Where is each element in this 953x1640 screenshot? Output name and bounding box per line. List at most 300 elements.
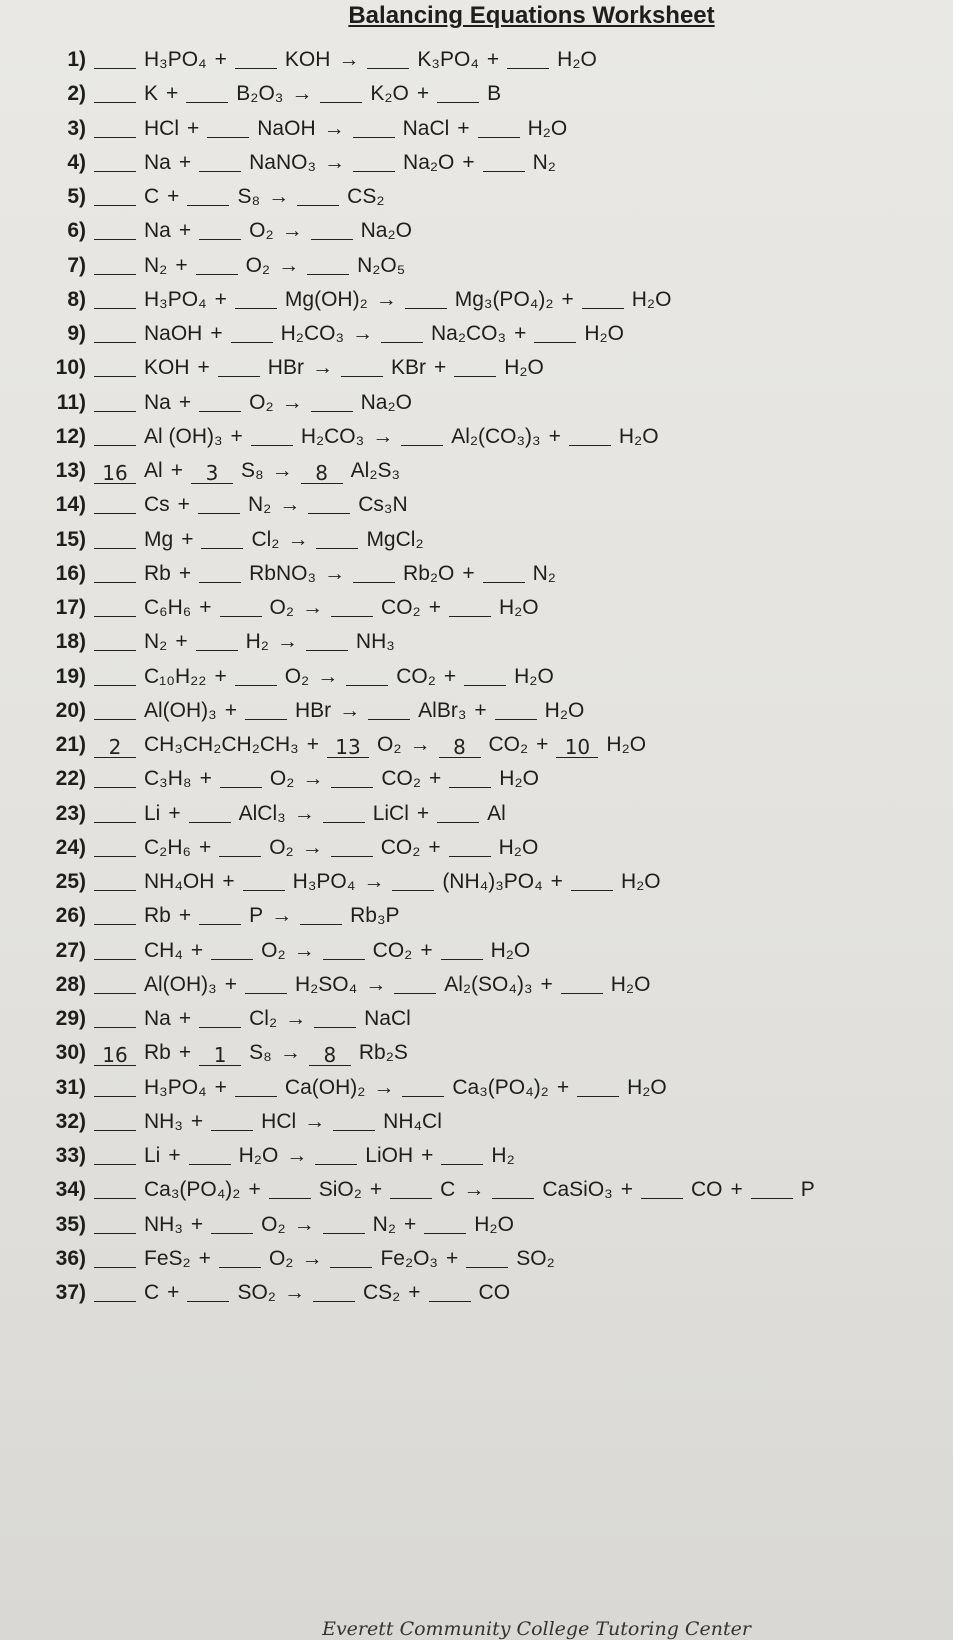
- equation-number: 3): [67, 116, 86, 140]
- coefficient-blank[interactable]: [94, 1076, 136, 1097]
- equation-number: 28): [55, 972, 86, 996]
- coefficient-blank[interactable]: [308, 493, 350, 514]
- yields-arrow-icon: →: [276, 630, 298, 654]
- coefficient-blank[interactable]: [196, 630, 238, 651]
- chemical-formula: N₂: [532, 561, 556, 585]
- coefficient-blank[interactable]: [437, 82, 479, 103]
- chemical-formula: HBr: [267, 356, 304, 380]
- coefficient-blank[interactable]: [390, 1178, 432, 1199]
- coefficient-blank[interactable]: 1: [199, 1045, 241, 1066]
- coefficient-blank[interactable]: [94, 1247, 136, 1268]
- coefficient-blank[interactable]: [198, 493, 240, 514]
- chemical-formula: NaCl: [402, 116, 450, 140]
- coefficient-blank[interactable]: [94, 1110, 136, 1131]
- chemical-formula: O₂: [269, 596, 295, 619]
- chemical-formula: O₂: [269, 835, 294, 859]
- equation-body: [94, 836, 538, 860]
- chemical-formula: NH₄Cl: [383, 1109, 442, 1133]
- coefficient-blank[interactable]: [323, 939, 365, 960]
- plus-sign: +: [197, 356, 210, 380]
- coefficient-blank[interactable]: [495, 699, 537, 720]
- plus-sign: +: [536, 733, 549, 756]
- plus-sign: +: [190, 938, 204, 962]
- equation-number: 10): [55, 356, 86, 380]
- chemical-formula: H₂: [491, 1144, 515, 1167]
- yields-arrow-icon: →: [352, 322, 373, 345]
- coefficient-blank[interactable]: [577, 1076, 619, 1097]
- equation-number: 16): [55, 561, 86, 585]
- yields-arrow-icon: →: [324, 561, 346, 585]
- coefficient-blank[interactable]: [201, 528, 243, 549]
- coefficient-blank[interactable]: [218, 356, 260, 377]
- coefficient-blank[interactable]: [507, 48, 549, 69]
- equation-row: [0, 80, 953, 114]
- chemical-formula: C: [440, 1178, 456, 1202]
- coefficient-blank[interactable]: [243, 870, 285, 891]
- coefficient-blank[interactable]: [94, 1213, 136, 1234]
- plus-sign: +: [408, 1281, 421, 1304]
- plus-sign: +: [178, 561, 192, 585]
- equation-body: [94, 1281, 510, 1305]
- equation-body: [94, 185, 384, 209]
- coefficient-blank[interactable]: [483, 151, 525, 172]
- yields-arrow-icon: →: [291, 82, 313, 106]
- plus-sign: +: [420, 938, 433, 962]
- coefficient-blank[interactable]: [199, 1007, 241, 1028]
- chemical-formula: Al (OH)₃: [144, 424, 223, 448]
- coefficient-blank[interactable]: [231, 322, 273, 343]
- chemical-formula: NaNO₃: [249, 150, 317, 174]
- plus-sign: +: [178, 150, 192, 174]
- yields-arrow-icon: →: [293, 1212, 315, 1236]
- coefficient-blank[interactable]: [331, 836, 373, 857]
- equation-number: 31): [55, 1075, 86, 1099]
- coefficient-blank[interactable]: [394, 973, 436, 994]
- coefficient-blank[interactable]: [219, 1247, 261, 1268]
- coefficient-blank[interactable]: [220, 596, 262, 617]
- coefficient-blank[interactable]: [392, 870, 434, 891]
- equation-number: 22): [55, 767, 86, 791]
- coefficient-blank[interactable]: [94, 425, 136, 446]
- equation-number: 2): [67, 82, 86, 106]
- chemical-formula: Ca₃(PO₄)₂: [144, 1178, 241, 1202]
- equation-row: [0, 697, 953, 731]
- chemical-formula: KOH: [144, 356, 190, 380]
- chemical-formula: CO₂: [381, 767, 422, 791]
- plus-sign: +: [445, 1246, 459, 1270]
- chemical-formula: Cl₂: [249, 1007, 278, 1030]
- equation-number: 11): [56, 390, 86, 414]
- equation-number: 23): [55, 801, 86, 825]
- yields-arrow-icon: →: [268, 185, 290, 208]
- chemical-formula: O₂: [284, 664, 310, 688]
- coefficient-blank[interactable]: [245, 699, 287, 720]
- coefficient-blank[interactable]: 8: [439, 737, 481, 758]
- equation-body: [94, 1247, 555, 1271]
- coefficient-blank[interactable]: [94, 117, 136, 138]
- equation-row: [0, 354, 953, 388]
- coefficient-blank[interactable]: [368, 699, 410, 720]
- equation-number: 21): [55, 733, 86, 756]
- coefficient-blank[interactable]: [367, 48, 409, 69]
- coefficient-blank[interactable]: [300, 904, 342, 925]
- equation-row: [0, 526, 953, 560]
- chemical-formula: CaSiO₃: [542, 1178, 613, 1202]
- chemical-formula: H₂O: [544, 698, 585, 722]
- coefficient-blank[interactable]: [94, 528, 136, 549]
- coefficient-blank[interactable]: [320, 82, 362, 103]
- chemical-formula: P: [800, 1178, 815, 1202]
- coefficient-blank[interactable]: [466, 1247, 508, 1268]
- chemical-formula: NH₃: [144, 1109, 183, 1133]
- yields-arrow-icon: →: [285, 1007, 307, 1030]
- plus-sign: +: [166, 82, 179, 106]
- coefficient-blank[interactable]: [94, 1178, 136, 1199]
- yields-arrow-icon: →: [293, 938, 315, 962]
- chemical-formula: Rb₂S: [358, 1041, 408, 1065]
- equation-number: 34): [55, 1178, 86, 1202]
- chemical-formula: Mg: [144, 527, 174, 551]
- coefficient-blank[interactable]: 13: [327, 737, 369, 758]
- chemical-formula: C₃H₈: [144, 767, 192, 791]
- yields-arrow-icon: →: [338, 48, 360, 71]
- chemical-formula: H₂O: [610, 972, 651, 996]
- chemical-formula: N₂: [144, 253, 168, 277]
- coefficient-blank[interactable]: [94, 767, 136, 788]
- coefficient-blank[interactable]: [582, 288, 624, 309]
- coefficient-blank[interactable]: [94, 219, 136, 240]
- coefficient-blank[interactable]: [311, 219, 353, 240]
- chemical-formula: H₂SO₄: [294, 972, 358, 996]
- chemical-formula: HCl: [261, 1109, 297, 1133]
- equation-number: 24): [55, 835, 86, 859]
- equation-number: 5): [67, 185, 86, 208]
- coefficient-blank[interactable]: [94, 699, 136, 720]
- chemical-formula: Al: [487, 801, 506, 825]
- coefficient-blank[interactable]: 16: [94, 1045, 136, 1066]
- equation-row: [0, 834, 953, 868]
- chemical-formula: N₂: [372, 1212, 396, 1236]
- coefficient-blank[interactable]: 2: [94, 737, 136, 758]
- coefficient-blank[interactable]: [207, 117, 249, 138]
- equation-number: 6): [67, 219, 86, 243]
- plus-sign: +: [486, 48, 500, 71]
- chemical-formula: AlCl₃: [238, 801, 286, 825]
- yields-arrow-icon: →: [339, 698, 361, 722]
- equation-row: [0, 800, 953, 834]
- coefficient-blank[interactable]: [94, 630, 136, 651]
- coefficient-blank[interactable]: [323, 1213, 365, 1234]
- plus-sign: +: [198, 1246, 211, 1270]
- chemical-formula: LiCl: [372, 801, 409, 825]
- chemical-formula: CO: [691, 1178, 723, 1202]
- coefficient-blank[interactable]: [220, 767, 262, 788]
- coefficient-blank[interactable]: [449, 836, 491, 857]
- coefficient-blank[interactable]: [94, 973, 136, 994]
- equation-body: [94, 493, 408, 517]
- coefficient-blank[interactable]: [199, 151, 241, 172]
- plus-sign: +: [561, 287, 574, 311]
- plus-sign: +: [416, 801, 430, 825]
- coefficient-blank[interactable]: [429, 1281, 471, 1302]
- coefficient-blank[interactable]: [449, 767, 491, 788]
- coefficient-blank[interactable]: [94, 288, 136, 309]
- coefficient-blank[interactable]: [333, 1110, 375, 1131]
- chemical-formula: H₂O: [490, 938, 531, 962]
- coefficient-blank[interactable]: [306, 630, 348, 651]
- yields-arrow-icon: →: [301, 835, 323, 859]
- coefficient-blank[interactable]: [187, 185, 229, 206]
- coefficient-blank[interactable]: [478, 117, 520, 138]
- coefficient-blank[interactable]: [331, 767, 373, 788]
- chemical-formula: CO: [478, 1281, 511, 1304]
- coefficient-blank[interactable]: [449, 596, 491, 617]
- chemical-formula: H₂O: [618, 424, 659, 448]
- chemical-formula: P: [249, 904, 264, 928]
- chemical-formula: FeS₂: [144, 1246, 191, 1270]
- chemical-formula: AlBr₃: [418, 698, 467, 722]
- coefficient-blank[interactable]: [751, 1178, 793, 1199]
- plus-sign: +: [369, 1178, 383, 1202]
- equation-number: 8): [67, 287, 86, 311]
- coefficient-blank[interactable]: 3: [191, 463, 233, 484]
- equation-body: [94, 151, 556, 175]
- chemical-formula: RbNO₃: [249, 561, 317, 585]
- chemical-formula: NH₃: [355, 630, 395, 654]
- equation-body: [94, 630, 395, 654]
- yields-arrow-icon: →: [372, 424, 394, 448]
- footer-credit: Everett Community College Tutoring Center: [322, 1618, 751, 1640]
- coefficient-blank[interactable]: [441, 939, 483, 960]
- coefficient-blank[interactable]: [94, 665, 136, 686]
- chemical-formula: Na: [144, 390, 171, 414]
- chemical-formula: Fe₂O₃: [380, 1246, 438, 1270]
- coefficient-blank[interactable]: [464, 665, 506, 686]
- coefficient-blank[interactable]: [211, 1213, 253, 1234]
- equation-row: [0, 560, 953, 594]
- coefficient-blank[interactable]: [405, 288, 447, 309]
- coefficient-blank[interactable]: [235, 665, 277, 686]
- coefficient-blank[interactable]: [235, 288, 277, 309]
- coefficient-blank[interactable]: [219, 836, 261, 857]
- coefficient-blank[interactable]: [94, 836, 136, 857]
- coefficient-blank[interactable]: [269, 1178, 311, 1199]
- equation-body: [94, 870, 661, 894]
- coefficient-blank[interactable]: [641, 1178, 683, 1199]
- equation-row: [0, 423, 953, 457]
- coefficient-blank[interactable]: [437, 802, 479, 823]
- coefficient-blank[interactable]: [189, 802, 231, 823]
- coefficient-blank[interactable]: [401, 425, 443, 446]
- chemical-formula: C₆H₆: [144, 596, 192, 619]
- coefficient-blank[interactable]: [94, 1281, 136, 1302]
- coefficient-blank[interactable]: [569, 425, 611, 446]
- chemical-formula: S₈: [249, 1041, 272, 1065]
- coefficient-blank[interactable]: 8: [309, 1045, 351, 1066]
- coefficient-blank[interactable]: [94, 254, 136, 275]
- yields-arrow-icon: →: [301, 1246, 323, 1270]
- equation-body: [94, 562, 556, 586]
- equation-row: [0, 46, 953, 80]
- equation-body: [94, 219, 412, 243]
- chemical-formula: H₂O: [557, 48, 597, 71]
- coefficient-blank[interactable]: [483, 562, 525, 583]
- chemical-formula: H₃PO₄: [144, 48, 207, 71]
- chemical-formula: Li: [144, 801, 161, 825]
- equation-number: 27): [55, 938, 86, 962]
- coefficient-blank[interactable]: [189, 1144, 231, 1165]
- coefficient-blank[interactable]: [94, 493, 136, 514]
- coefficient-blank[interactable]: [94, 596, 136, 617]
- coefficient-blank[interactable]: [94, 151, 136, 172]
- coefficient-blank[interactable]: [311, 391, 353, 412]
- chemical-formula: H₂CO₃: [300, 424, 365, 448]
- equation-row: [0, 389, 953, 423]
- yields-arrow-icon: →: [279, 1041, 301, 1065]
- equation-body: [94, 528, 424, 552]
- coefficient-blank[interactable]: [251, 425, 293, 446]
- plus-sign: +: [214, 287, 227, 311]
- chemical-formula: H₂O: [498, 835, 539, 859]
- coefficient-blank[interactable]: [353, 151, 395, 172]
- equation-number: 18): [55, 630, 86, 654]
- equation-row: [0, 1211, 953, 1245]
- plus-sign: +: [421, 1144, 434, 1167]
- coefficient-blank[interactable]: [186, 82, 228, 103]
- coefficient-blank[interactable]: [381, 322, 423, 343]
- coefficient-blank[interactable]: [454, 356, 496, 377]
- coefficient-blank[interactable]: [402, 1076, 444, 1097]
- yields-arrow-icon: →: [409, 733, 431, 756]
- coefficient-blank[interactable]: 10: [556, 737, 598, 758]
- chemical-formula: Rb₃P: [350, 904, 400, 928]
- coefficient-blank[interactable]: [441, 1144, 483, 1165]
- coefficient-blank[interactable]: [199, 391, 241, 412]
- chemical-formula: HCl: [144, 116, 179, 140]
- chemical-formula: H₂O: [527, 116, 568, 140]
- plus-sign: +: [306, 733, 319, 756]
- coefficient-blank[interactable]: [94, 1007, 136, 1028]
- coefficient-blank[interactable]: [424, 1213, 466, 1234]
- equation-row: [0, 491, 953, 525]
- plus-sign: +: [429, 767, 442, 791]
- coefficient-blank[interactable]: [196, 254, 238, 275]
- coefficient-blank[interactable]: [297, 185, 339, 206]
- coefficient-blank[interactable]: [313, 1281, 355, 1302]
- coefficient-blank[interactable]: [94, 48, 136, 69]
- coefficient-blank[interactable]: [235, 48, 277, 69]
- coefficient-blank[interactable]: [94, 322, 136, 343]
- coefficient-blank[interactable]: [211, 939, 253, 960]
- coefficient-blank[interactable]: [94, 904, 136, 925]
- coefficient-blank[interactable]: [331, 596, 373, 617]
- coefficient-blank[interactable]: [235, 1076, 277, 1097]
- coefficient-blank[interactable]: [94, 562, 136, 583]
- chemical-formula: Mg₃(PO₄)₂: [454, 287, 554, 311]
- coefficient-blank[interactable]: [330, 1247, 372, 1268]
- chemical-formula: O₂: [261, 938, 286, 962]
- chemical-formula: CO₂: [372, 938, 413, 962]
- chemical-formula: S₈: [240, 459, 264, 482]
- coefficient-blank[interactable]: [307, 254, 349, 275]
- chemical-formula: Al(OH)₃: [144, 698, 217, 722]
- chemical-formula: Na₂O: [403, 150, 455, 174]
- coefficient-blank[interactable]: [199, 904, 241, 925]
- coefficient-blank[interactable]: [211, 1110, 253, 1131]
- coefficient-blank[interactable]: [94, 1144, 136, 1165]
- coefficient-blank[interactable]: [94, 870, 136, 891]
- yields-arrow-icon: →: [281, 219, 303, 243]
- coefficient-blank[interactable]: [341, 356, 383, 377]
- chemical-formula: CO₂: [380, 835, 421, 859]
- chemical-formula: O₂: [377, 733, 402, 756]
- coefficient-blank[interactable]: [94, 939, 136, 960]
- coefficient-blank[interactable]: [94, 802, 136, 823]
- coefficient-blank[interactable]: [353, 562, 395, 583]
- chemical-formula: C: [144, 185, 160, 208]
- coefficient-blank[interactable]: [94, 82, 136, 103]
- coefficient-blank[interactable]: [245, 973, 287, 994]
- chemical-formula: MgCl₂: [366, 527, 424, 551]
- equation-number: 30): [55, 1041, 86, 1065]
- coefficient-blank[interactable]: [571, 870, 613, 891]
- chemical-formula: C₁₀H₂₂: [144, 664, 207, 688]
- equation-number: 36): [55, 1246, 86, 1270]
- equation-number: 14): [55, 493, 86, 517]
- equation-number: 17): [55, 596, 86, 619]
- plus-sign: +: [730, 1178, 743, 1202]
- equation-row: [0, 320, 953, 354]
- coefficient-blank[interactable]: 8: [301, 463, 343, 484]
- plus-sign: +: [514, 322, 527, 345]
- coefficient-blank[interactable]: [314, 1007, 356, 1028]
- coefficient-blank[interactable]: [316, 528, 358, 549]
- coefficient-blank[interactable]: [561, 973, 603, 994]
- coefficient-blank[interactable]: 16: [94, 463, 136, 484]
- coefficient-blank[interactable]: [492, 1178, 534, 1199]
- coefficient-blank[interactable]: [315, 1144, 357, 1165]
- coefficient-blank[interactable]: [323, 802, 365, 823]
- yields-arrow-icon: →: [375, 287, 397, 311]
- chemical-formula: H₂O: [499, 767, 539, 791]
- coefficient-blank[interactable]: [534, 322, 576, 343]
- coefficient-blank[interactable]: [346, 665, 388, 686]
- coefficient-blank[interactable]: [199, 562, 241, 583]
- equation-row: [0, 937, 953, 971]
- yields-arrow-icon: →: [279, 493, 301, 517]
- coefficient-blank[interactable]: [187, 1281, 229, 1302]
- plus-sign: +: [433, 356, 447, 380]
- chemical-formula: CS₂: [347, 185, 385, 208]
- coefficient-blank[interactable]: [199, 219, 241, 240]
- coefficient-blank[interactable]: [94, 391, 136, 412]
- chemical-formula: Li: [144, 1144, 161, 1167]
- yields-arrow-icon: →: [373, 1075, 395, 1099]
- equation-row: [0, 457, 953, 491]
- plus-sign: +: [428, 835, 441, 859]
- plus-sign: +: [178, 219, 192, 243]
- equation-body: [94, 288, 671, 312]
- yields-arrow-icon: →: [363, 870, 385, 893]
- coefficient-blank[interactable]: [94, 356, 136, 377]
- equation-number: 25): [55, 870, 86, 893]
- coefficient-blank[interactable]: [353, 117, 395, 138]
- plus-sign: +: [556, 1075, 570, 1099]
- coefficient-blank[interactable]: [94, 185, 136, 206]
- chemical-formula: Al(OH)₃: [144, 972, 217, 996]
- equation-row: [0, 902, 953, 936]
- chemical-formula: HBr: [294, 698, 332, 722]
